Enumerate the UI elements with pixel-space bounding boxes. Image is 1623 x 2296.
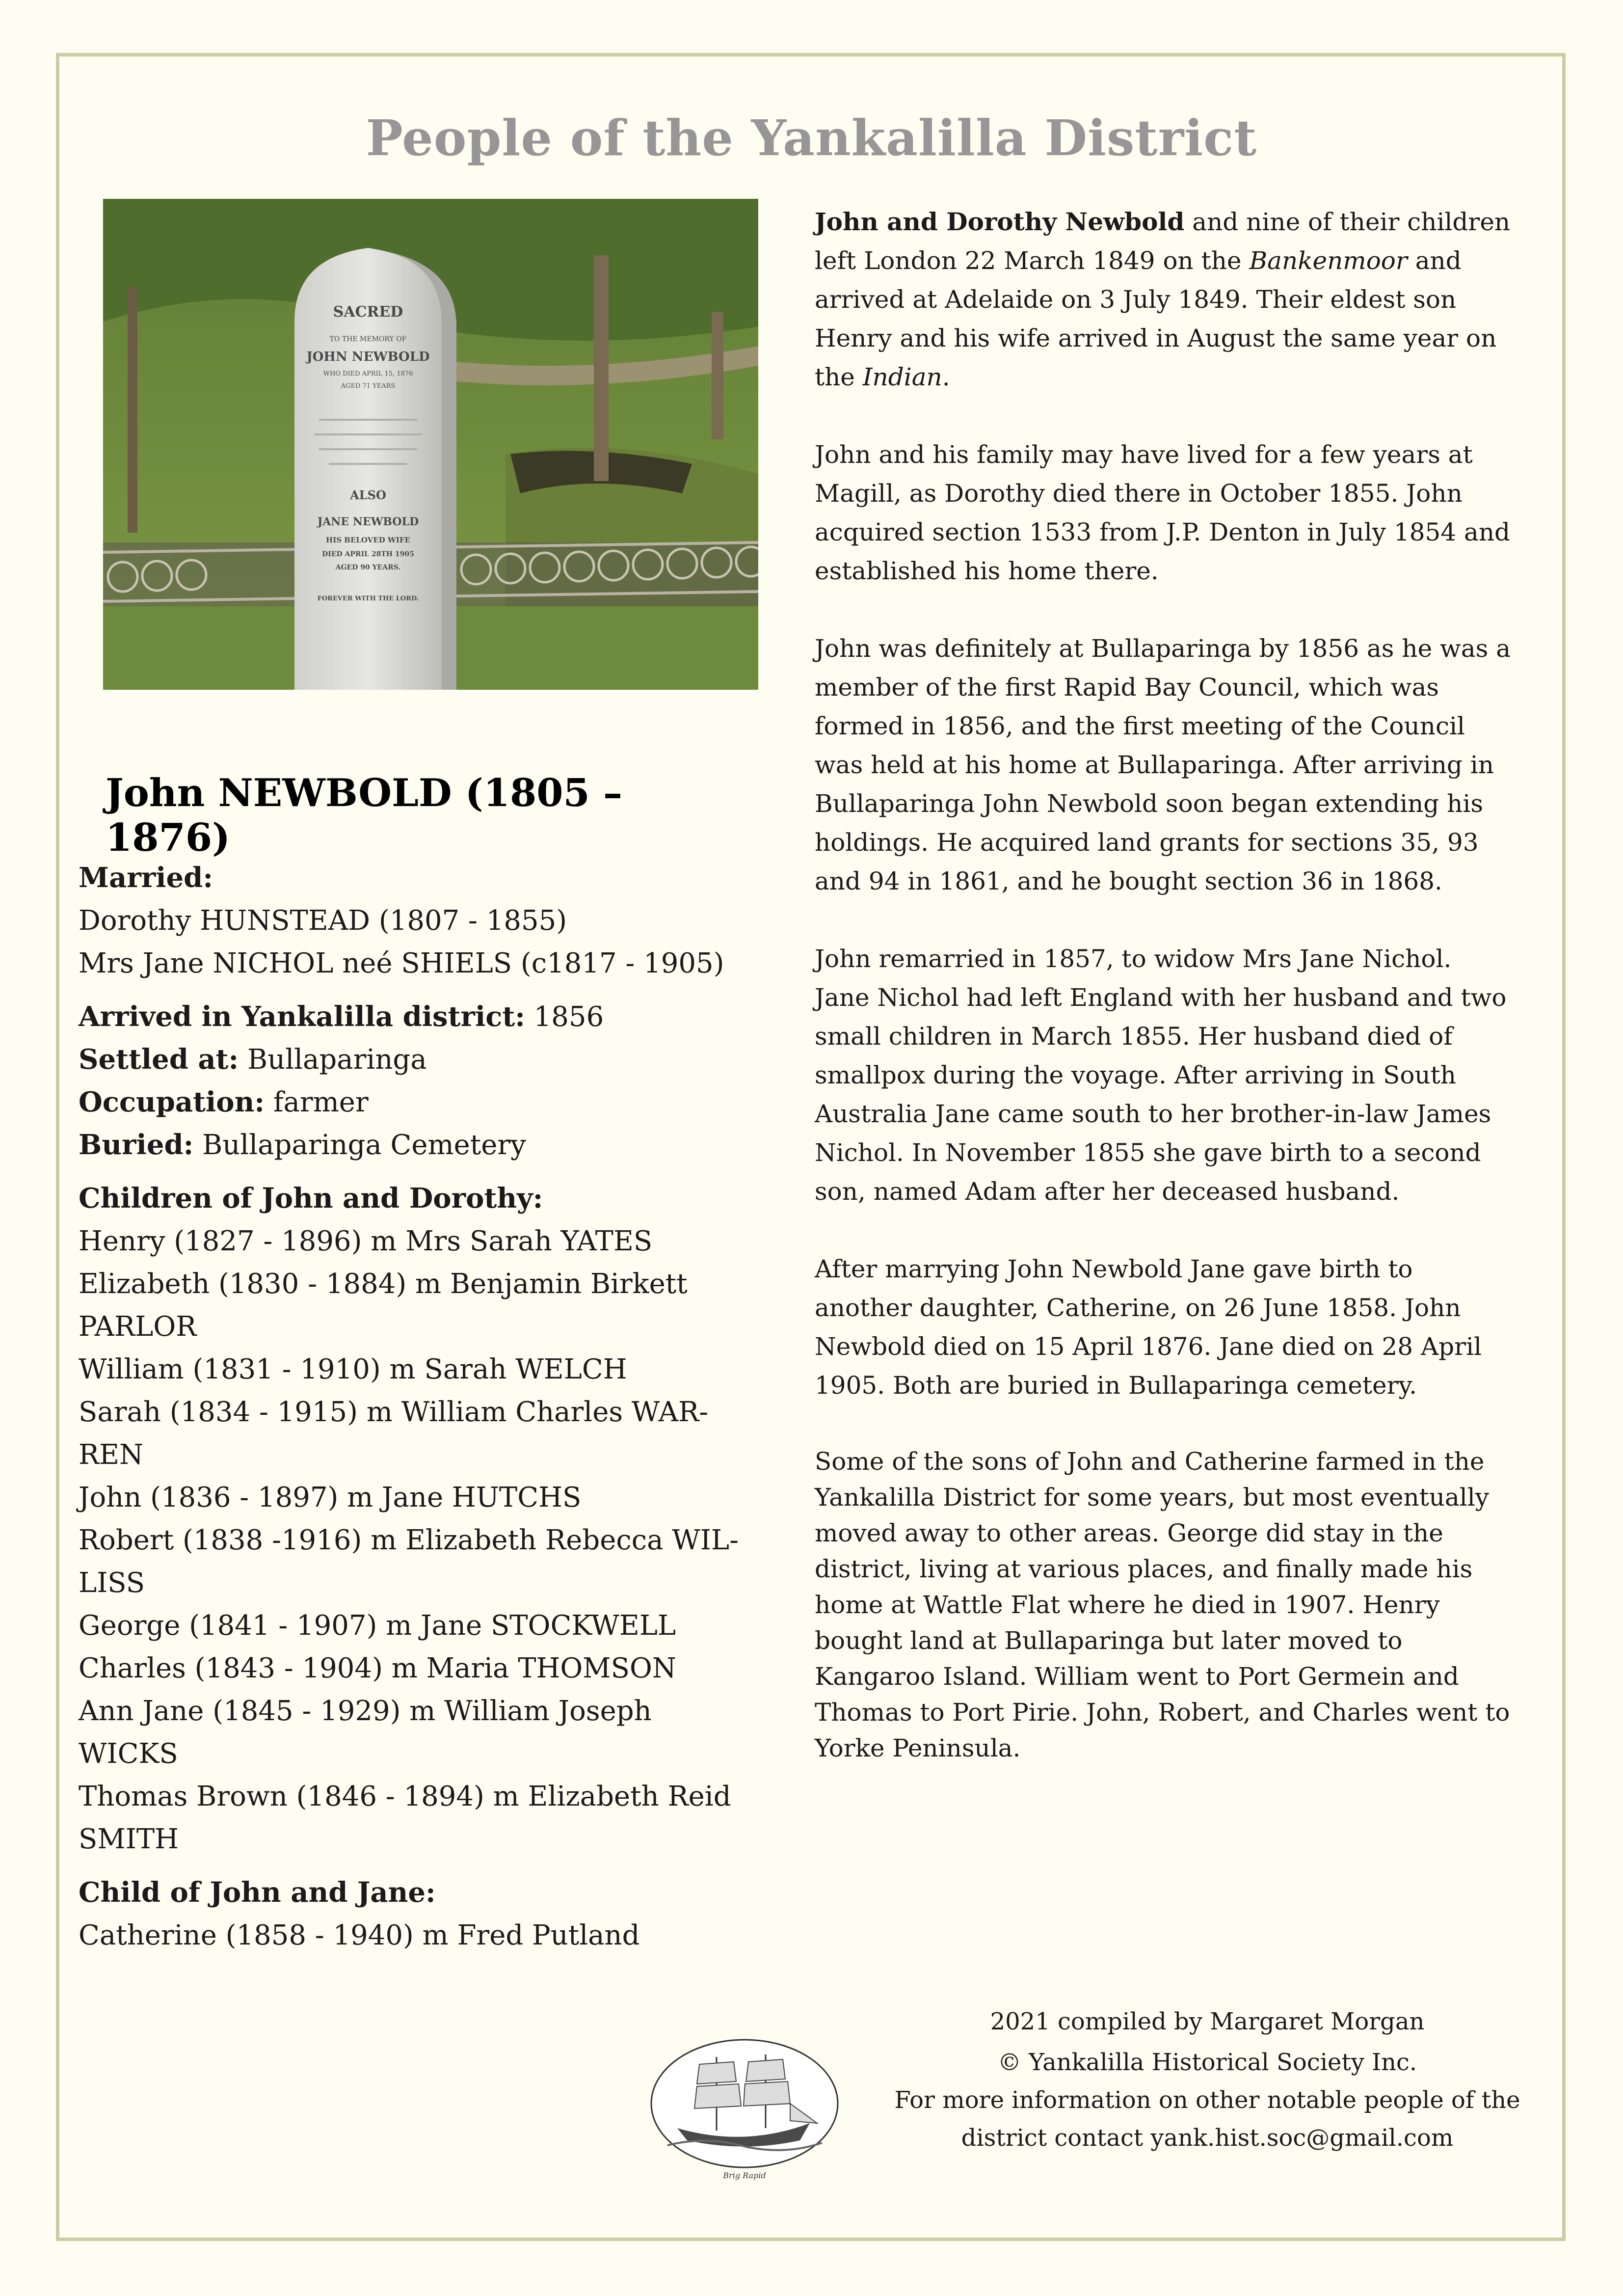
- list-item: Robert (1838 -1916) m Elizabeth Rebecca WIL-: [79, 1524, 739, 1556]
- occupation-value: farmer: [265, 1086, 369, 1118]
- list-item: Charles (1843 - 1904) m Maria THOMSON: [79, 1652, 676, 1684]
- spouse-1: Dorothy HUNSTEAD (1807 - 1855): [79, 905, 567, 937]
- list-item: PARLOR: [79, 1311, 197, 1343]
- headstone-line-7: HIS BELOVED WIFE: [326, 536, 410, 544]
- list-item: William (1831 - 1910) m Sarah WELCH: [79, 1353, 627, 1385]
- more-info-line-2[interactable]: district contact yank.hist.soc@gmail.com: [961, 2124, 1454, 2152]
- headstone-line-3: JOHN NEWBOLD: [306, 350, 430, 364]
- occupation-label: Occupation:: [79, 1086, 265, 1118]
- arrived-row: [79, 996, 766, 1038]
- list-item: LISS: [79, 1567, 145, 1599]
- more-info-line-1: For more information on other notable people of the: [894, 2086, 1520, 2114]
- bio-paragraph-5: After marrying John Newbold Jane gave birth to another daughter, Catherine, on 26 June 1858. John Newbold died on 15 April 1876. Jane died on 28 April 1905. Both are buried in Bullaparinga cemetery.: [815, 1255, 1482, 1400]
- page-title: People of the Yankalilla District: [366, 109, 1257, 167]
- ship-caption: Brig Rapid: [723, 2171, 766, 2180]
- biography: [815, 202, 1512, 1805]
- headstone-line-2: TO THE MEMORY OF: [329, 335, 407, 343]
- children-dorothy-section: [79, 1177, 766, 1861]
- settled-row: [79, 1038, 766, 1081]
- bio-paragraph-2: John and his family may have lived for a few years at Magill, as Dorothy died there in October 1855. John acquired section 1533 from J.P. Denton in July 1854 and established his home there.: [815, 440, 1511, 585]
- bio-names: John and Dorothy Newbold: [815, 207, 1185, 236]
- headstone-line-4: WHO DIED APRIL 15, 1876: [323, 370, 413, 378]
- occupation-row: [79, 1081, 766, 1124]
- headstone-line-6: JANE NEWBOLD: [317, 515, 419, 528]
- ship-illustration: [648, 2035, 842, 2182]
- list-item: SMITH: [79, 1823, 179, 1855]
- list-item: WICKS: [79, 1738, 178, 1770]
- buried-row: [79, 1124, 766, 1166]
- bio-paragraph-1: [815, 202, 1512, 397]
- person-details: [79, 857, 766, 1968]
- bio-paragraph-4: John remarried in 1857, to widow Mrs Jane Nichol. Jane Nichol had left England with her husband and two small children in March 1855. Her husband died of smallpox during the voyage. After arriving in South Australia Jane came south to her brother-in-law James Nichol. In November 1855 she gave birth to a second son, named Adam after her deceased husband.: [815, 945, 1507, 1206]
- headstone-line-9: AGED 90 YEARS.: [335, 564, 401, 571]
- arrived-value: 1856: [525, 1001, 604, 1033]
- person-name-heading: John NEWBOLD (1805 – 1876): [106, 771, 622, 860]
- buried-value: Bullaparinga Cemetery: [193, 1129, 526, 1161]
- settled-label: Settled at:: [79, 1043, 239, 1076]
- list-item: John (1836 - 1897) m Jane HUTCHS: [79, 1482, 582, 1513]
- facts-section: [79, 996, 766, 1166]
- children-jane-section: [79, 1871, 766, 1957]
- copyright: © Yankalilla Historical Society Inc.: [997, 2049, 1417, 2076]
- list-item: Sarah (1834 - 1915) m William Charles WAR-: [79, 1396, 709, 1428]
- headstone-also: ALSO: [350, 488, 386, 502]
- settled-value: Bullaparinga: [239, 1044, 427, 1076]
- footer: [864, 2003, 1551, 2157]
- spouse-2: Mrs Jane NICHOL neé SHIELS (c1817 - 1905): [79, 947, 724, 979]
- children-dorothy-label: Children of John and Dorothy:: [79, 1182, 543, 1215]
- headstone-line-5: AGED 71 YEARS: [341, 382, 396, 390]
- list-item: Catherine (1858 - 1940) m Fred Putland: [79, 1919, 640, 1951]
- married-label: Married:: [79, 862, 213, 894]
- list-item: Henry (1827 - 1896) m Mrs Sarah YATES: [79, 1225, 653, 1257]
- compiled-by: 2021 compiled by Margaret Morgan: [990, 2008, 1425, 2035]
- headstone-photo: [103, 199, 758, 690]
- arrived-label: Arrived in Yankalilla district:: [79, 1000, 525, 1033]
- list-item: REN: [79, 1439, 144, 1471]
- headstone-line-1: SACRED: [333, 303, 403, 321]
- bio-text: and nine of their children left London 22 March 1849 on the: [815, 208, 1511, 275]
- children-jane-label: Child of John and Jane:: [79, 1876, 436, 1909]
- list-item: George (1841 - 1907) m Jane STOCKWELL: [79, 1610, 676, 1642]
- married-section: [79, 857, 766, 985]
- bio-paragraph-6: Some of the sons of John and Catherine farmed in the Yankalilla District for some years, but most eventually moved away to other areas. George did stay in the district, living at various places, and finally made his home at Wattle Flat where he died in 1907. Henry bought land at Bullaparinga but later moved to Kangaroo Island. William went to Port Germein and Thomas to Port Pirie. John, Robert, and Charles went to Yorke Peninsula.: [815, 1447, 1510, 1762]
- ship-name-indian: Indian: [862, 363, 942, 391]
- bio-paragraph-3: John was definitely at Bullaparinga by 1856 as he was a member of the first Rapid Bay Council, which was formed in 1856, and the first meeting of the Council was held at his home at Bullaparinga. After arriving in Bullaparinga John Newbold soon began extending his holdings. He acquired land grants for sections 35, 93 and 94 in 1861, and he bought section 36 in 1868.: [815, 634, 1511, 895]
- headstone-line-10: FOREVER WITH THE LORD.: [317, 595, 419, 602]
- headstone-line-8: DIED APRIL 28TH 1905: [322, 550, 414, 558]
- list-item: Thomas Brown (1846 - 1894) m Elizabeth Reid: [79, 1781, 731, 1812]
- bio-text: .: [942, 363, 950, 391]
- buried-label: Buried:: [79, 1129, 194, 1161]
- ship-name-bankenmoor: Bankenmoor: [1249, 246, 1408, 275]
- bio-text: and arrived at Adelaide on 3 July 1849. Their eldest son Henry and his wife arrived in August the same year on the: [815, 246, 1497, 391]
- list-item: Elizabeth (1830 - 1884) m Benjamin Birkett: [79, 1268, 688, 1300]
- list-item: Ann Jane (1845 - 1929) m William Joseph: [79, 1695, 652, 1727]
